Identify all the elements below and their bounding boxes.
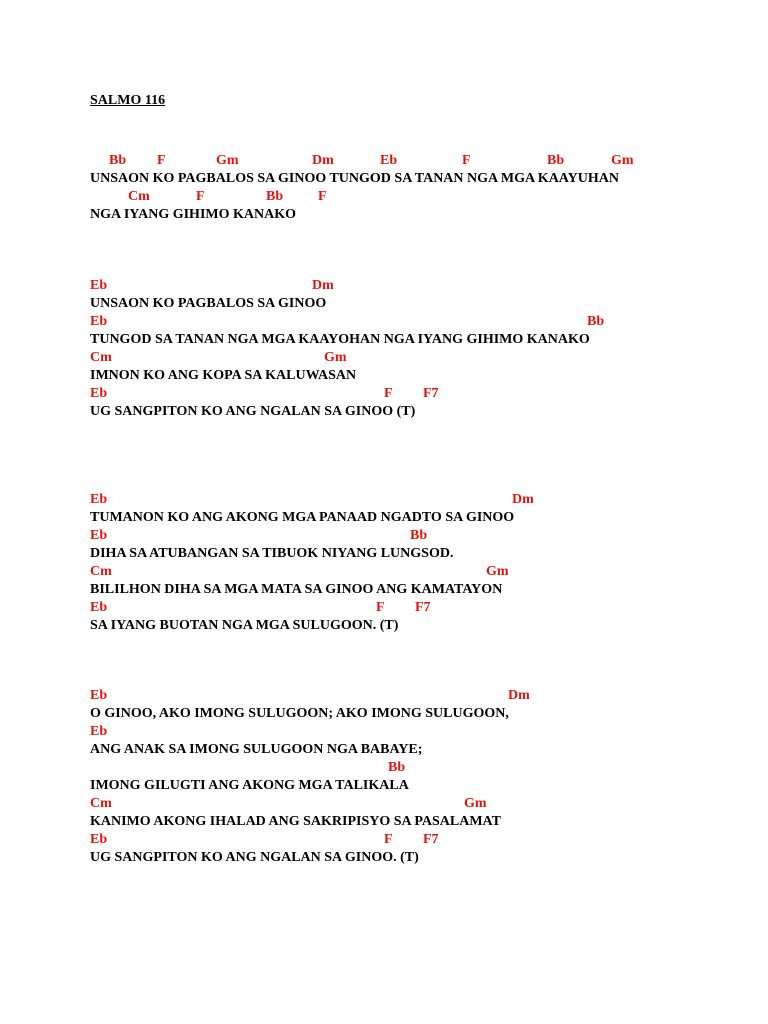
chord: Bb bbox=[109, 153, 127, 168]
chord-line bbox=[0, 688, 768, 706]
chord-line bbox=[0, 492, 768, 510]
chord: Eb bbox=[90, 688, 108, 703]
lyric-text: ANG ANAK SA IMONG SULUGOON NGA BABAYE; bbox=[90, 742, 423, 757]
chord: Eb bbox=[90, 528, 108, 543]
lyric-text: UG SANGPITON KO ANG NGALAN SA GINOO. (T) bbox=[90, 850, 419, 865]
chord-line bbox=[0, 528, 768, 546]
lyric-line bbox=[0, 404, 768, 422]
chord: Gm bbox=[486, 564, 509, 579]
lyric-line bbox=[0, 618, 768, 636]
chord: Dm bbox=[312, 153, 334, 168]
chord: F bbox=[462, 153, 471, 168]
chord: F bbox=[384, 386, 393, 401]
chord: Gm bbox=[216, 153, 239, 168]
chord: F bbox=[376, 600, 385, 615]
chord: Eb bbox=[90, 386, 108, 401]
chord: Eb bbox=[90, 278, 108, 293]
lyric-text: SA IYANG BUOTAN NGA MGA SULUGOON. (T) bbox=[90, 618, 399, 633]
lyric-line bbox=[0, 207, 768, 225]
lyric-line bbox=[0, 706, 768, 724]
chord: Eb bbox=[90, 724, 108, 739]
song-title: SALMO 116 bbox=[90, 93, 166, 108]
chord: Bb bbox=[410, 528, 428, 543]
chord-line bbox=[0, 386, 768, 404]
lyric-line bbox=[0, 778, 768, 796]
chord-line bbox=[0, 796, 768, 814]
lyric-line bbox=[0, 850, 768, 868]
lyric-line bbox=[0, 171, 768, 189]
chord: Cm bbox=[90, 796, 112, 811]
chord-line bbox=[0, 278, 768, 296]
chord: F bbox=[384, 832, 393, 847]
lyric-line bbox=[0, 296, 768, 314]
chord: Bb bbox=[547, 153, 565, 168]
lyric-text: UNSAON KO PAGBALOS SA GINOO bbox=[90, 296, 327, 311]
chord: Eb bbox=[90, 492, 108, 507]
chord: F7 bbox=[415, 600, 431, 615]
chord-line bbox=[0, 760, 768, 778]
lyric-text: O GINOO, AKO IMONG SULUGOON; AKO IMONG SULUGOON, bbox=[90, 706, 509, 721]
lyric-line bbox=[0, 510, 768, 528]
lyric-line bbox=[0, 814, 768, 832]
chord: Gm bbox=[611, 153, 634, 168]
chord: Eb bbox=[90, 832, 108, 847]
chord: Dm bbox=[508, 688, 530, 703]
lyric-line bbox=[0, 368, 768, 386]
lyric-text: DIHA SA ATUBANGAN SA TIBUOK NIYANG LUNGSOD. bbox=[90, 546, 454, 561]
chord: Eb bbox=[380, 153, 398, 168]
chord: Gm bbox=[324, 350, 347, 365]
lyric-text: IMONG GILUGTI ANG AKONG MGA TALIKALA bbox=[90, 778, 409, 793]
lyric-text: TUMANON KO ANG AKONG MGA PANAAD NGADTO SA GINOO bbox=[90, 510, 515, 525]
chord: Cm bbox=[90, 564, 112, 579]
lyric-text: UG SANGPITON KO ANG NGALAN SA GINOO (T) bbox=[90, 404, 416, 419]
chord: Bb bbox=[266, 189, 284, 204]
chord-line bbox=[0, 564, 768, 582]
lyric-text: NGA IYANG GIHIMO KANAKO bbox=[90, 207, 297, 222]
chord-line bbox=[0, 724, 768, 742]
chord: F bbox=[157, 153, 166, 168]
chord: Dm bbox=[312, 278, 334, 293]
chord: Cm bbox=[128, 189, 150, 204]
chord: F7 bbox=[423, 832, 439, 847]
chord-line bbox=[0, 350, 768, 368]
lyric-text: IMNON KO ANG KOPA SA KALUWASAN bbox=[90, 368, 357, 383]
lyric-line bbox=[0, 742, 768, 760]
chord: Eb bbox=[90, 314, 108, 329]
lyric-line bbox=[0, 332, 768, 350]
chord-line bbox=[0, 314, 768, 332]
lyric-line bbox=[0, 582, 768, 600]
chord-line bbox=[0, 600, 768, 618]
lyric-text: UNSAON KO PAGBALOS SA GINOO TUNGOD SA TANAN NGA MGA KAAYUHAN bbox=[90, 171, 619, 186]
chord: F bbox=[196, 189, 205, 204]
chord-line bbox=[0, 832, 768, 850]
chord: Dm bbox=[512, 492, 534, 507]
chord: F bbox=[318, 189, 327, 204]
lyric-text: KANIMO AKONG IHALAD ANG SAKRIPISYO SA PASALAMAT bbox=[90, 814, 501, 829]
chord: Cm bbox=[90, 350, 112, 365]
chord: Eb bbox=[90, 600, 108, 615]
chord-line bbox=[0, 189, 768, 207]
chord-line bbox=[0, 153, 768, 171]
chord: Bb bbox=[388, 760, 406, 775]
chord: Gm bbox=[464, 796, 487, 811]
chord: Bb bbox=[587, 314, 605, 329]
lyric-text: BILILHON DIHA SA MGA MATA SA GINOO ANG KAMATAYON bbox=[90, 582, 503, 597]
lyric-text: TUNGOD SA TANAN NGA MGA KAAYOHAN NGA IYANG GIHIMO KANAKO bbox=[90, 332, 590, 347]
lyric-line bbox=[0, 546, 768, 564]
chord: F7 bbox=[423, 386, 439, 401]
